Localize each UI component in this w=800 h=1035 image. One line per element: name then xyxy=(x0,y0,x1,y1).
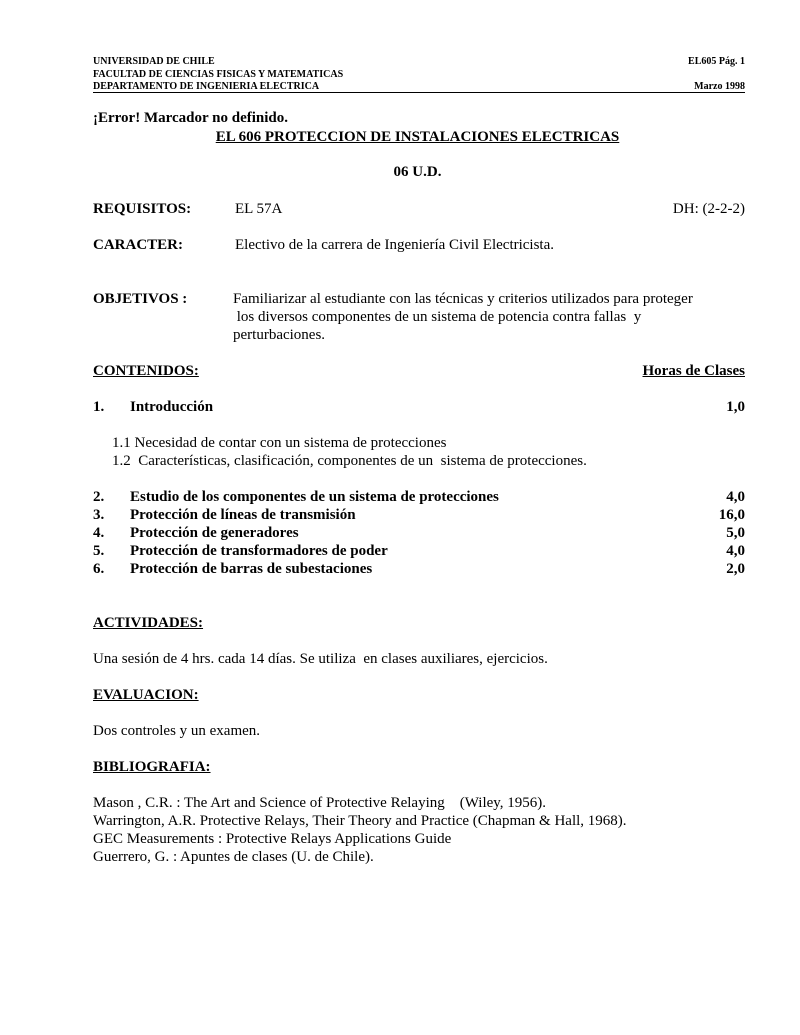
header-page-ref: EL605 Pág. 1 xyxy=(688,56,745,67)
content-item-title: Protección de barras de subestaciones xyxy=(130,561,373,577)
content-subitem: 1.1 Necesidad de contar con un sistema de protecciones xyxy=(112,435,447,451)
requisitos-dh: DH: (2-2-2) xyxy=(672,201,745,217)
content-item-number: 1. xyxy=(93,399,105,415)
bibliography-entry: Guerrero, G. : Apuntes de clases (U. de Chile). xyxy=(93,849,374,865)
evaluacion-text: Dos controles y un examen. xyxy=(93,723,261,739)
content-item-hours: 4,0 xyxy=(726,489,745,505)
header-department: DEPARTAMENTO DE INGENIERIA ELECTRICA xyxy=(93,81,320,92)
objetivos-label: OBJETIVOS : xyxy=(93,291,188,307)
objetivos-line: Familiarizar al estudiante con las técnicas y criterios utilizados para proteger xyxy=(233,291,693,307)
content-item-number: 3. xyxy=(93,507,105,523)
content-item-title: Protección de líneas de transmisión xyxy=(130,507,356,523)
bibliography-entry: Warrington, A.R. Protective Relays, Their Theory and Practice (Chapman & Hall, 1968). xyxy=(93,813,627,829)
caracter-value: Electivo de la carrera de Ingeniería Civil Electricista. xyxy=(235,237,555,253)
header-university: UNIVERSIDAD DE CHILE xyxy=(93,56,215,67)
header-date: Marzo 1998 xyxy=(694,81,745,92)
content-item-title: Introducción xyxy=(130,399,214,415)
objetivos-line: perturbaciones. xyxy=(233,327,326,343)
content-item-hours: 1,0 xyxy=(726,399,745,415)
requisitos-value: EL 57A xyxy=(235,201,283,217)
content-item-number: 5. xyxy=(93,543,105,559)
content-item-number: 2. xyxy=(93,489,105,505)
content-item-title: Protección de transformadores de poder xyxy=(130,543,388,559)
caracter-label: CARACTER: xyxy=(93,237,183,253)
content-item-hours: 2,0 xyxy=(726,561,745,577)
actividades-text: Una sesión de 4 hrs. cada 14 días. Se utiliza en clases auxiliares, ejercicios. xyxy=(93,651,548,667)
content-item-title: Protección de generadores xyxy=(130,525,299,541)
bibliography-entry: GEC Measurements : Protective Relays Applications Guide xyxy=(93,831,452,847)
actividades-label: ACTIVIDADES: xyxy=(93,615,204,631)
content-subitem: 1.2 Características, clasificación, componentes de un sistema de protecciones. xyxy=(112,453,587,469)
content-item-title: Estudio de los componentes de un sistema de protecciones xyxy=(130,489,499,505)
error-line: ¡Error! Marcador no definido. xyxy=(93,110,288,126)
hours-column-label: Horas de Clases xyxy=(642,363,745,379)
objetivos-line: los diversos componentes de un sistema de potencia contra fallas y xyxy=(233,309,642,325)
course-title: EL 606 PROTECCION DE INSTALACIONES ELECTRICAS xyxy=(215,129,620,145)
bibliography-entry: Mason , C.R. : The Art and Science of Protective Relaying (Wiley, 1956). xyxy=(93,795,547,811)
header-faculty: FACULTAD DE CIENCIAS FISICAS Y MATEMATICAS xyxy=(93,69,344,80)
content-item-hours: 16,0 xyxy=(718,507,745,523)
requisitos-label: REQUISITOS: xyxy=(93,201,192,217)
content-item-number: 4. xyxy=(93,525,105,541)
bibliografia-label: BIBLIOGRAFIA: xyxy=(93,759,211,775)
content-item-number: 6. xyxy=(93,561,105,577)
content-item-hours: 4,0 xyxy=(726,543,745,559)
contenidos-label: CONTENIDOS: xyxy=(93,363,199,379)
header-divider xyxy=(93,92,745,93)
evaluacion-label: EVALUACION: xyxy=(93,687,199,703)
course-units: 06 U.D. xyxy=(393,164,442,180)
content-item-hours: 5,0 xyxy=(726,525,745,541)
